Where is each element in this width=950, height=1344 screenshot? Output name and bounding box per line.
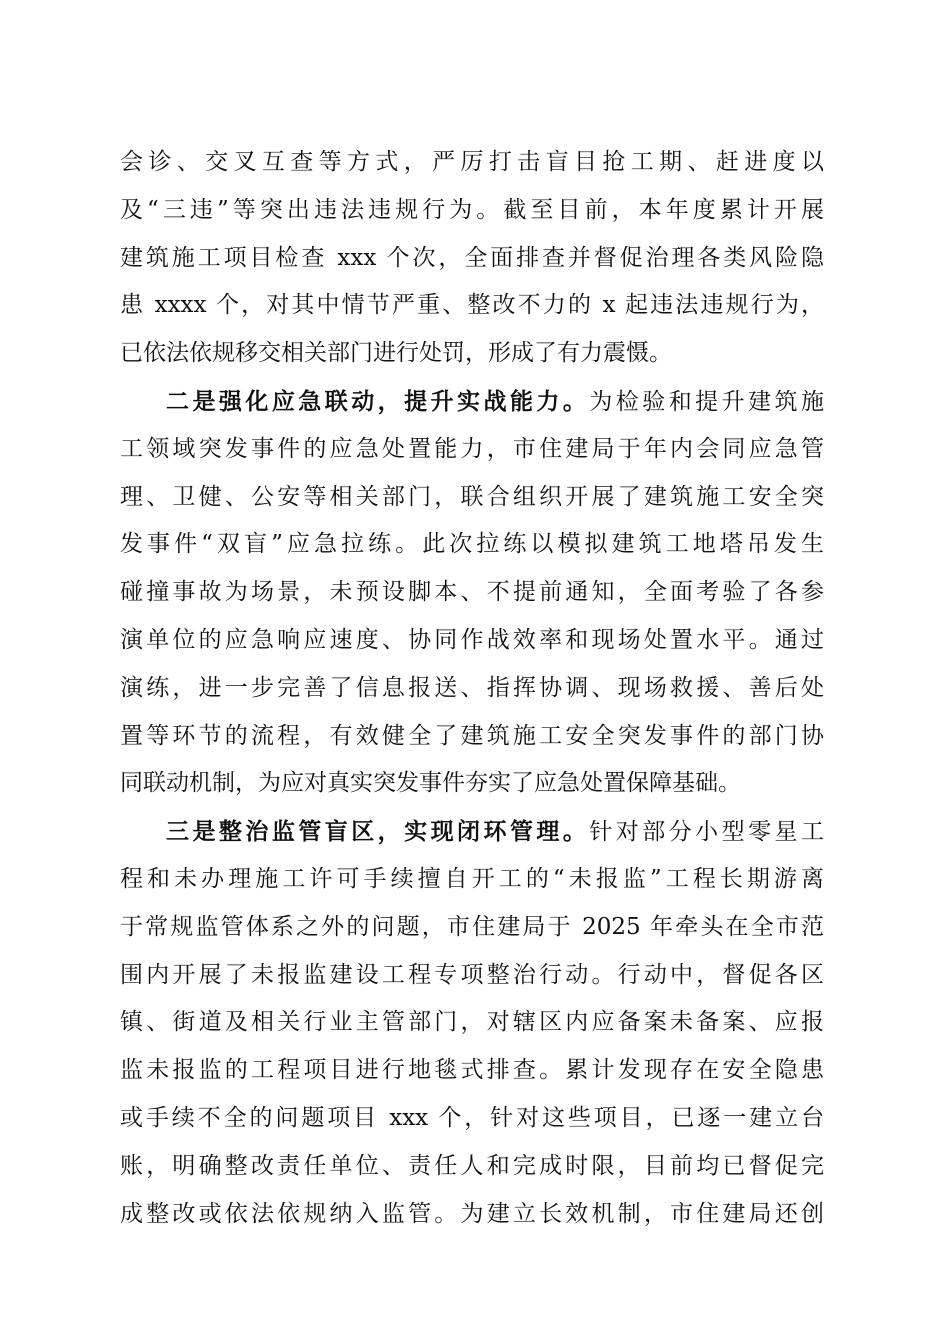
- text-line: 建筑施工项目检查 xxx 个次，全面排查并督促治理各类风险隐: [120, 244, 824, 271]
- text-line: 发事件“双盲”应急拉练。此次拉练以模拟建筑工地塔吊发生: [120, 531, 824, 558]
- text-line: 已依法依规移交相关部门进行处罚，形成了有力震慑。: [120, 340, 672, 367]
- text-run: 针对部分小型零星工: [589, 819, 825, 846]
- text-line: [120, 378, 824, 426]
- section-heading-emergency: 二是强化应急联动，提升实战能力。: [166, 387, 590, 415]
- text-line: 围内开展了未报监建设工程专项整治行动。行动中，督促各区: [120, 961, 824, 988]
- text-line: 于常规监管体系之外的问题，市住建局于 2025 年牵头在全市范: [120, 913, 824, 940]
- text-line: 及“三违”等突出违法违规行为。截至目前，本年度累计开展: [120, 196, 824, 223]
- text-line: 碰撞事故为场景，未预设脚本、不提前通知，全面考验了各参: [120, 579, 824, 606]
- text-line: 工领域突发事件的应急处置能力，市住建局于年内会同应急管: [120, 435, 824, 462]
- text-line: 演练，进一步完善了信息报送、指挥协调、现场救援、善后处: [120, 674, 824, 701]
- text-line: 演单位的应急响应速度、协同作战效率和现场处置水平。通过: [120, 626, 824, 653]
- text-line: 同联动机制，为应对真实突发事件夯实了应急处置保障基础。: [120, 770, 741, 797]
- paragraph-emergency-drill: [120, 378, 824, 808]
- text-line: 置等环节的流程，有效健全了建筑施工安全突发事件的部门协: [120, 722, 824, 749]
- text-line: [120, 808, 824, 856]
- document-body: [120, 139, 824, 1238]
- text-line: 监未报监的工程项目进行地毯式排查。累计发现存在安全隐患: [120, 1057, 824, 1084]
- text-line: 会诊、交叉互查等方式，严厉打击盲目抢工期、赶进度以: [120, 149, 824, 175]
- text-line: 或手续不全的问题项目 xxx 个，针对这些项目，已逐一建立台: [120, 1104, 824, 1131]
- text-run: 为检验和提升建筑施: [589, 388, 825, 415]
- text-line: 理、卫健、公安等相关部门，联合组织开展了建筑施工安全突: [120, 483, 824, 510]
- text-line: 镇、街道及相关行业主管部门，对辖区内应备案未备案、应报: [120, 1009, 824, 1036]
- text-line: 成整改或依法依规纳入监管。为建立长效机制，市住建局还创: [120, 1200, 824, 1227]
- text-line: 患 xxxx 个，对其中情节严重、整改不力的 x 起违法违规行为，: [120, 292, 824, 319]
- text-line: 账，明确整改责任单位、责任人和完成时限，目前均已督促完: [120, 1152, 824, 1179]
- section-heading-regulatory: 三是整治监管盲区，实现闭环管理。: [166, 818, 590, 846]
- paragraph-regulatory-gaps: [120, 808, 824, 1238]
- paragraph-inspection-results: [120, 139, 824, 378]
- text-line: 程和未办理施工许可手续擅自开工的“未报监”工程长期游离: [120, 865, 824, 892]
